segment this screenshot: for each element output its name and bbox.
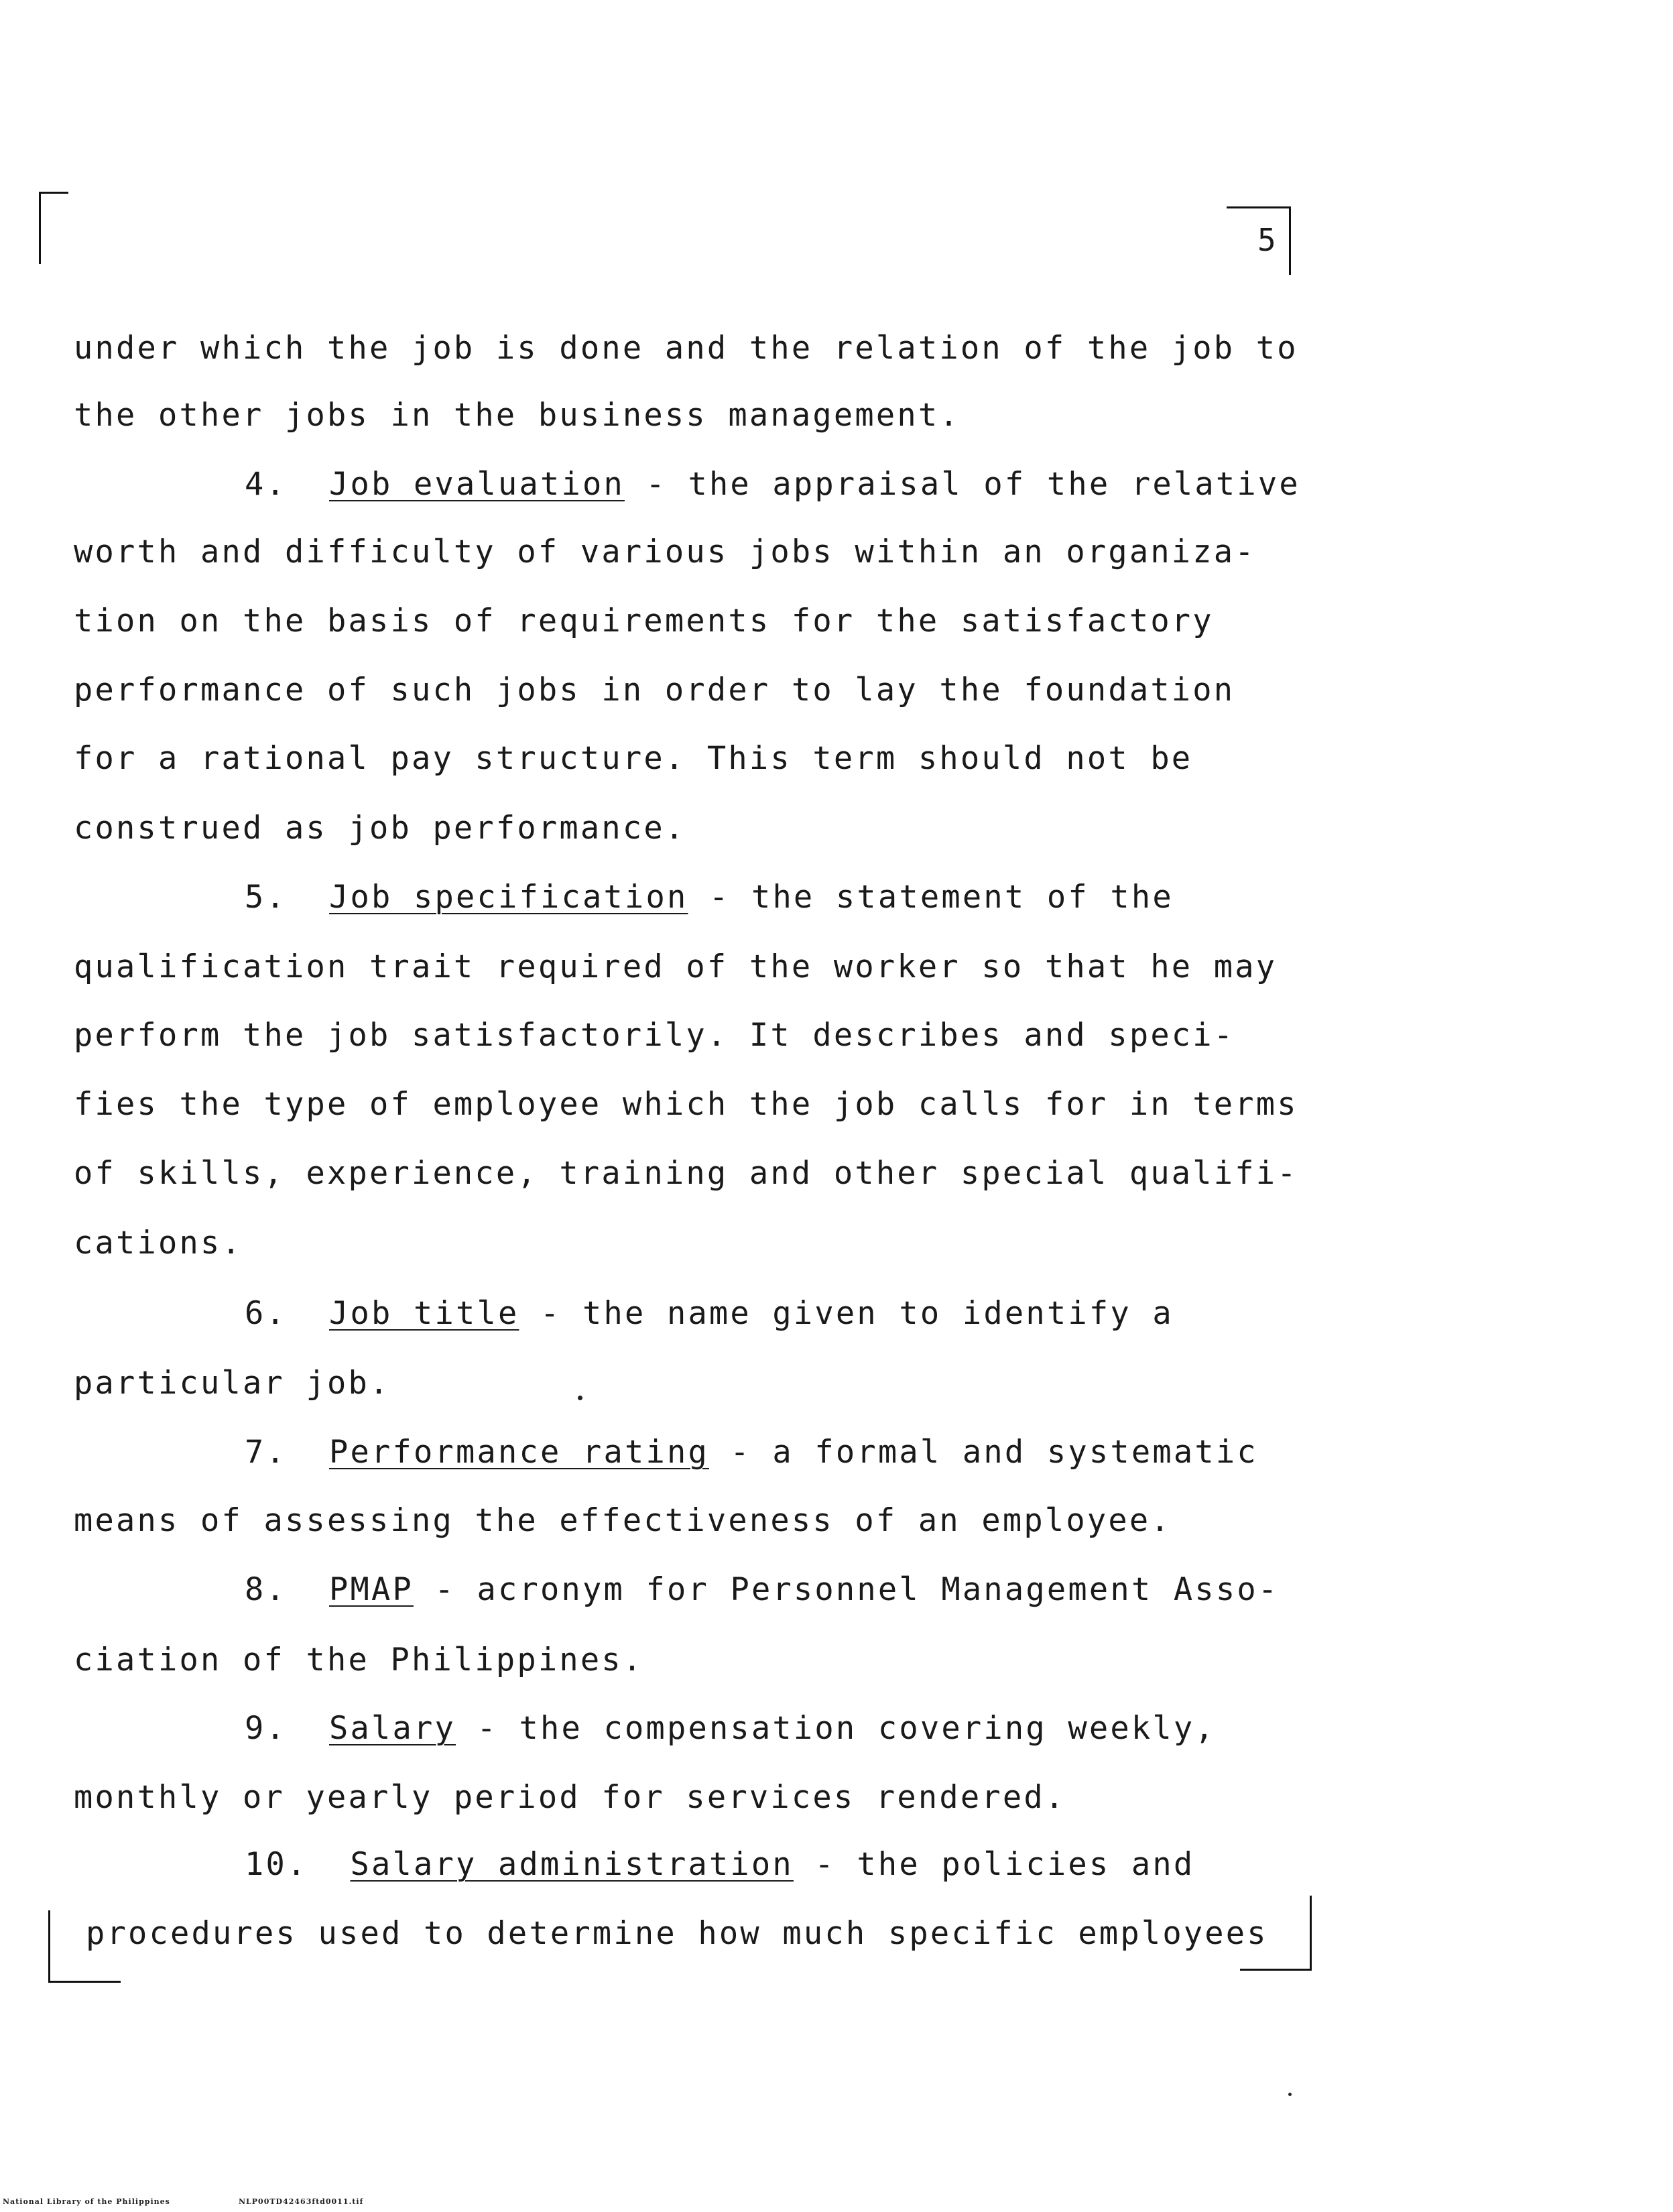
definition-9	[245, 1710, 1216, 1747]
definition-lead: - the statement of the	[688, 879, 1174, 916]
text-line: particular job.	[74, 1365, 391, 1402]
definition-number: 10.	[245, 1846, 308, 1883]
definition-number: 8.	[245, 1571, 287, 1608]
definition-5	[245, 879, 1174, 916]
defined-term: PMAP	[329, 1571, 414, 1608]
definition-7	[245, 1434, 1258, 1471]
definition-6	[245, 1295, 1174, 1332]
crop-mark-top-right-horizontal	[1227, 206, 1291, 208]
crop-mark-top-left-horizontal	[39, 192, 68, 194]
scan-speck	[1288, 2093, 1292, 2096]
definition-lead: - the appraisal of the relative	[624, 466, 1300, 503]
text-line: the other jobs in the business management.	[74, 397, 961, 434]
text-line: worth and difficulty of various jobs within an organiza-	[74, 534, 1256, 570]
text-line: perform the job satisfactorily. It describes and speci-	[74, 1017, 1235, 1054]
defined-term: Salary	[329, 1710, 456, 1747]
text-line: for a rational pay structure. This term should not be	[74, 740, 1193, 777]
definition-number: 4.	[245, 466, 287, 503]
text-line: cations.	[74, 1225, 243, 1262]
definition-number: 9.	[245, 1710, 287, 1747]
definition-number: 6.	[245, 1295, 287, 1332]
text-line: qualification trait required of the worker so that he may	[74, 948, 1278, 985]
crop-mark-top-right-vertical	[1289, 206, 1291, 275]
text-line: performance of such jobs in order to lay the foundation	[74, 672, 1235, 709]
definition-lead: - a formal and systematic	[708, 1434, 1258, 1471]
text-line: ciation of the Philippines.	[74, 1642, 644, 1678]
crop-mark-bottom-left-vertical	[48, 1910, 50, 1983]
text-line: of skills, experience, training and other special qualifi-	[74, 1155, 1298, 1192]
definition-lead: - the name given to identify a	[519, 1295, 1174, 1332]
footer-library-name: National Library of the Philippines	[3, 2197, 170, 2206]
defined-term: Job specification	[329, 879, 688, 916]
defined-term: Job title	[329, 1295, 519, 1332]
text-line: monthly or yearly period for services rendered.	[74, 1779, 1066, 1816]
definition-4	[245, 466, 1300, 503]
definition-lead: - acronym for Personnel Management Asso-	[414, 1571, 1280, 1608]
defined-term: Job evaluation	[329, 466, 625, 503]
footer-filename: NLP00TD42463ftd0011.tif	[239, 2197, 364, 2206]
definition-number: 5.	[245, 879, 287, 916]
definition-8	[245, 1571, 1280, 1608]
text-line: under which the job is done and the relation of the job to	[74, 330, 1298, 367]
crop-mark-top-left-vertical	[39, 192, 41, 264]
scan-speck	[578, 1396, 582, 1400]
definition-lead: - the compensation covering weekly,	[455, 1710, 1216, 1747]
crop-mark-bottom-right-horizontal	[1240, 1969, 1312, 1971]
text-line: means of assessing the effectiveness of an employee.	[74, 1502, 1172, 1539]
definition-lead: - the policies and	[793, 1846, 1195, 1883]
crop-mark-bottom-right-vertical	[1310, 1896, 1312, 1971]
page-number: 5	[1257, 222, 1276, 258]
text-line: construed as job performance.	[74, 810, 686, 847]
definition-10	[245, 1846, 1195, 1883]
definition-number: 7.	[245, 1434, 287, 1471]
defined-term: Salary administration	[350, 1846, 794, 1883]
crop-mark-bottom-left-horizontal	[48, 1981, 121, 1983]
text-line: procedures used to determine how much specific employees	[86, 1915, 1268, 1952]
text-line: tion on the basis of requirements for the satisfactory	[74, 603, 1214, 639]
text-line: fies the type of employee which the job calls for in terms	[74, 1086, 1298, 1123]
defined-term: Performance rating	[329, 1434, 709, 1471]
